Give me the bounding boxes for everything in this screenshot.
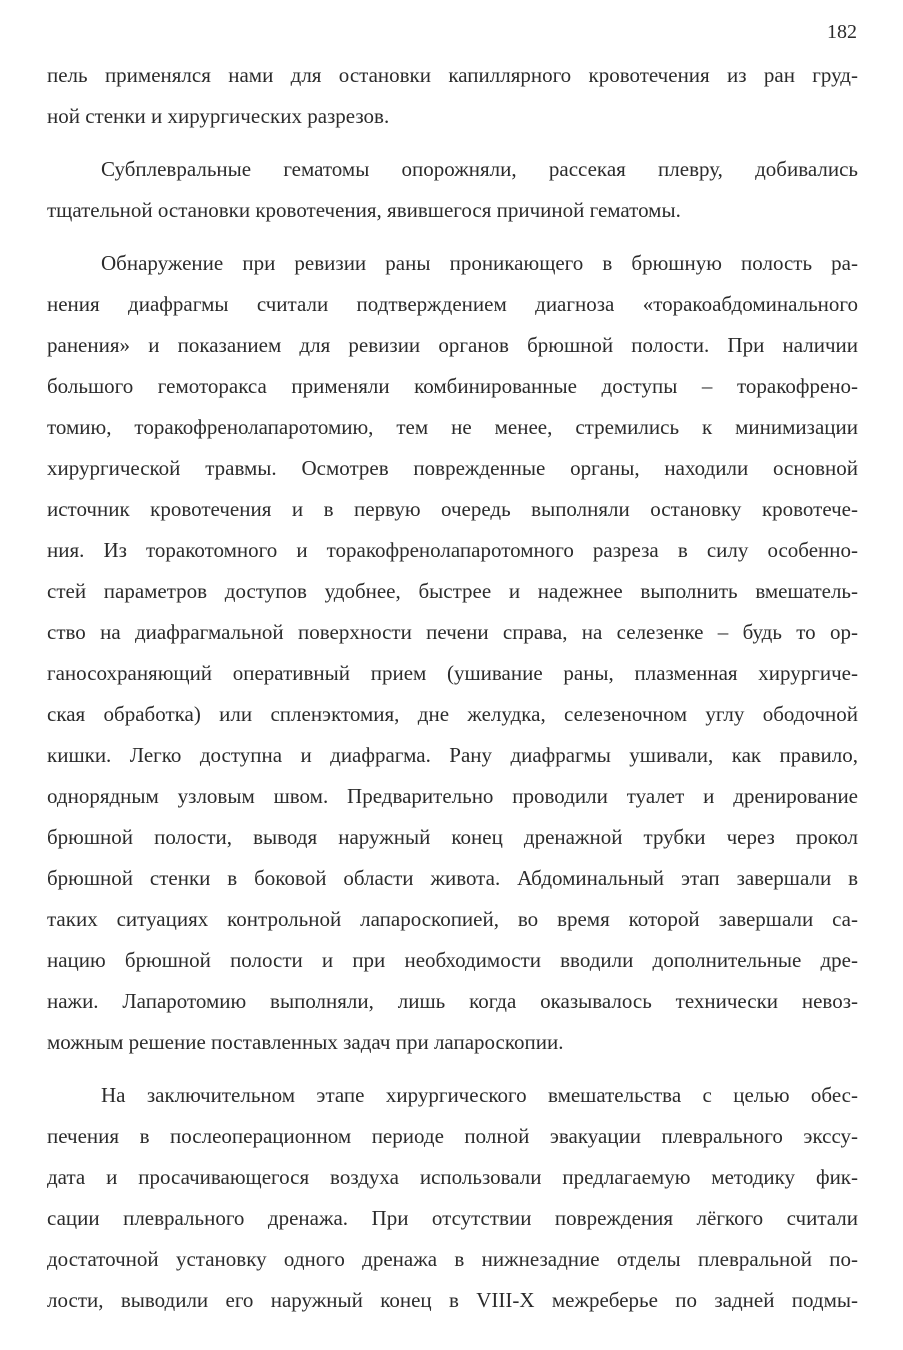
text-line: пель применялся нами для остановки капиллярного кровотечения из ран груд- <box>47 63 858 87</box>
text-line: сации плеврального дренажа. При отсутствии повреждения лёгкого считали <box>47 1206 858 1230</box>
text-line: ной стенки и хирургических разрезов. <box>47 104 390 128</box>
text-line: нацию брюшной полости и при необходимости вводили дополнительные дре- <box>47 948 858 972</box>
text-line: тщательной остановки кровотечения, явившегося причиной гематомы. <box>47 198 681 222</box>
text-line: лости, выводили его наружный конец в VIII-X межреберье по задней подмы- <box>47 1288 858 1312</box>
text-line: стей параметров доступов удобнее, быстрее и надежнее выполнить вмешатель- <box>47 579 858 603</box>
text-line: На заключительном этапе хирургического вмешательства с целью обес- <box>101 1083 858 1107</box>
page-body <box>47 55 858 1321</box>
text-line: ганосохраняющий оперативный прием (ушивание раны, плазменная хирургиче- <box>47 661 858 685</box>
text-line: источник кровотечения и в первую очередь выполняли остановку кровотече- <box>47 497 858 521</box>
text-line: можным решение поставленных задач при лапароскопии. <box>47 1030 564 1054</box>
text-line: хирургической травмы. Осмотрев поврежденные органы, находили основной <box>47 456 858 480</box>
text-line: нения диафрагмы считали подтверждением диагноза «торакоабдоминального <box>47 292 858 316</box>
text-line: ство на диафрагмальной поверхности печени справа, на селезенке – будь то ор- <box>47 620 858 644</box>
text-line: ская обработка) или спленэктомия, дне желудка, селезеночном углу ободочной <box>47 702 858 726</box>
page-number: 182 <box>827 21 857 43</box>
text-line: большого гемоторакса применяли комбинированные доступы – торакофрено- <box>47 374 858 398</box>
text-line: таких ситуациях контрольной лапароскопией, во время которой завершали са- <box>47 907 858 931</box>
text-line: брюшной стенки в боковой области живота. Абдоминальный этап завершали в <box>47 866 858 890</box>
text-line: достаточной установку одного дренажа в нижнезадние отделы плевральной по- <box>47 1247 858 1271</box>
text-line: однорядным узловым швом. Предварительно проводили туалет и дренирование <box>47 784 858 808</box>
text-line: дата и просачивающегося воздуха использовали предлагаемую методику фик- <box>47 1165 858 1189</box>
text-line: ранения» и показанием для ревизии органов брюшной полости. При наличии <box>47 333 858 357</box>
text-line: печения в послеоперационном периоде полной эвакуации плеврального экссу- <box>47 1124 858 1148</box>
text-line: томию, торакофренолапаротомию, тем не менее, стремились к минимизации <box>47 415 858 439</box>
text-line: брюшной полости, выводя наружный конец дренажной трубки через прокол <box>47 825 858 849</box>
text-line: ния. Из торакотомного и торакофренолапаротомного разреза в силу особенно- <box>47 538 858 562</box>
text-line: Обнаружение при ревизии раны проникающего в брюшную полость ра- <box>101 251 858 275</box>
text-line: кишки. Легко доступна и диафрагма. Рану диафрагмы ушивали, как правило, <box>47 743 858 767</box>
text-line: нажи. Лапаротомию выполняли, лишь когда оказывалось технически невоз- <box>47 989 858 1013</box>
text-line: Субплевральные гематомы опорожняли, рассекая плевру, добивались <box>101 157 858 181</box>
